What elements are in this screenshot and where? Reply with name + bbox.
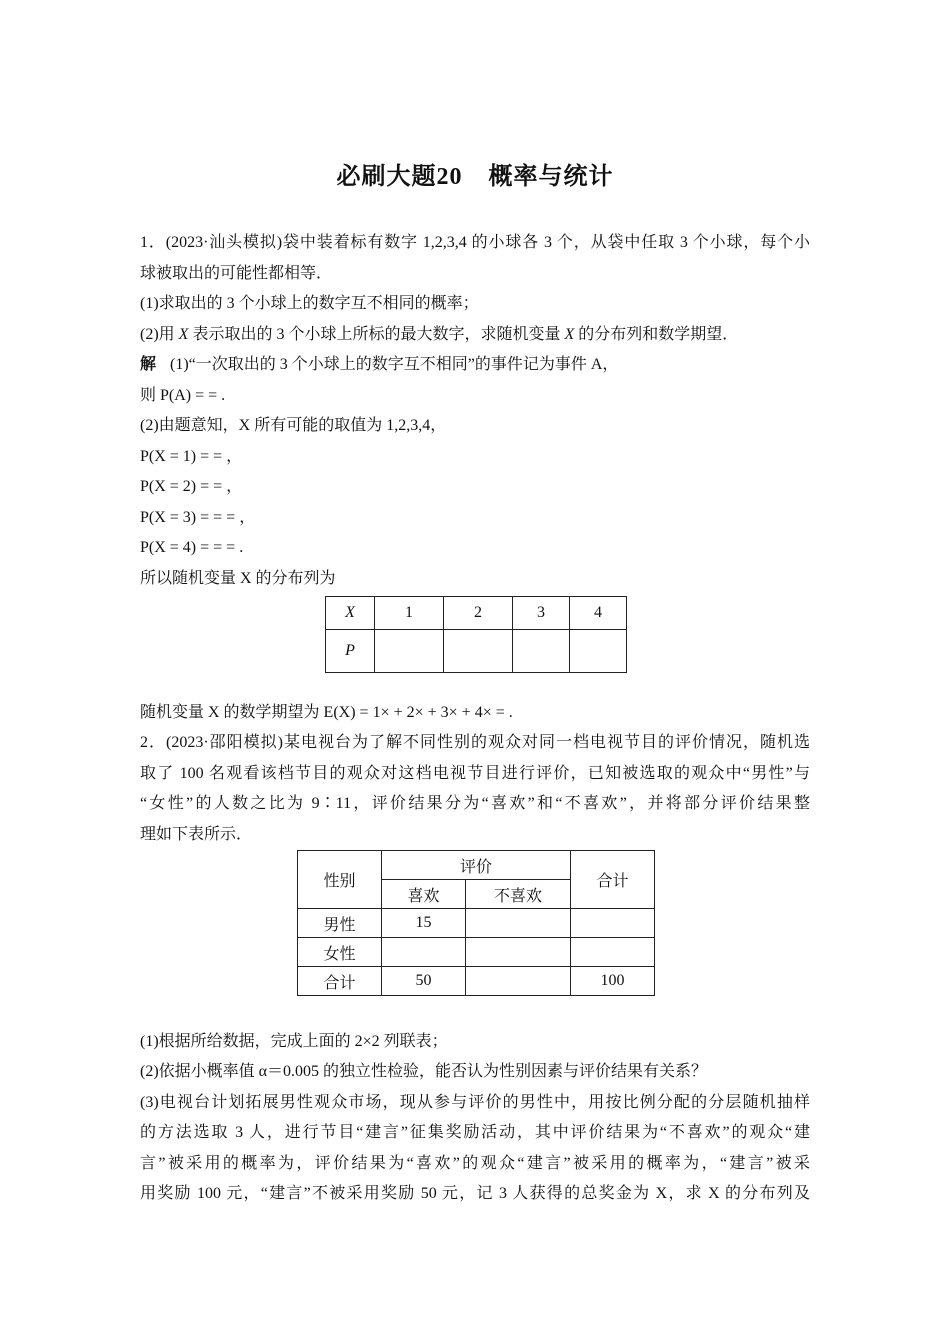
q1-part-2: (2)用 X 表示取出的 3 个小球上所标的最大数字，求随机变量 X 的分布列和数学期望． xyxy=(140,326,739,343)
q1-px1: P(X = 1) = = ， xyxy=(140,448,243,465)
table-cell: 15 xyxy=(382,909,466,938)
table-row xyxy=(298,909,655,938)
q2-part-3-line-1: (3)电视台计划拓展男性观众市场，现从参与评价的男性中，用按比例分配的分层随机抽样 xyxy=(140,1094,810,1111)
table-cell xyxy=(513,630,570,673)
table-header: 合计 xyxy=(571,851,655,909)
table-header: 不喜欢 xyxy=(466,880,571,909)
title-main: 必刷大题20 xyxy=(336,164,463,190)
q1-px4: P(X = 4) = = = . xyxy=(140,539,244,556)
table-cell: 4 xyxy=(570,597,627,630)
q1-part-1: (1)求取出的 3 个小球上的数字互不相同的概率； xyxy=(140,295,479,312)
table-cell: 男性 xyxy=(298,909,382,938)
table-cell: 女性 xyxy=(298,938,382,967)
page-title xyxy=(0,156,950,191)
q1-solution-2: (2)由题意知，X 所有可能的取值为 1,2,3,4， xyxy=(140,417,447,434)
table-cell xyxy=(571,909,655,938)
q2-part-2: (2)依据小概率值 α＝0.005 的独立性检验，能否认为性别因素与评价结果有关系？ xyxy=(140,1063,708,1080)
table-cell xyxy=(570,630,627,673)
q1-px2: P(X = 2) = = ， xyxy=(140,478,243,495)
table-row xyxy=(298,938,655,967)
table-cell: X xyxy=(326,597,375,630)
table-cell xyxy=(466,909,571,938)
q1-stem-line-2: 球被取出的可能性都相等． xyxy=(140,265,333,282)
q2-part-3-line-2: 的方法选取 3 人，进行节目“建言”征集奖励活动，其中评价结果为“不喜欢”的观众“建 xyxy=(140,1124,810,1141)
table-cell xyxy=(466,938,571,967)
q1-solution-1b: 则 P(A) = = . xyxy=(140,387,226,404)
table-cell xyxy=(571,938,655,967)
table-header: 性别 xyxy=(298,851,382,909)
table-header: 评价 xyxy=(382,851,571,880)
q1-stem-line-1: 1．(2023·汕头模拟)袋中装着标有数字 1,2,3,4 的小球各 3 个，从袋中任取 3 个小球，每个小 xyxy=(140,234,810,251)
title-sub: 概率与统计 xyxy=(488,164,614,190)
q2-stem-line-3: “女性”的人数之比为 9∶11，评价结果分为“喜欢”和“不喜欢”，并将部分评价结果整 xyxy=(140,795,810,812)
solution-label: 解 xyxy=(140,356,157,373)
q1-distribution-intro: 所以随机变量 X 的分布列为 xyxy=(140,570,336,587)
q1-px3: P(X = 3) = = = ， xyxy=(140,509,256,526)
q1-solution-1: 解 (1)“一次取出的 3 个小球上的数字互不相同”的事件记为事件 A， xyxy=(140,356,619,373)
table-cell xyxy=(375,630,444,673)
table-cell: 合计 xyxy=(298,967,382,996)
distribution-table xyxy=(325,596,627,673)
q2-part-1: (1)根据所给数据，完成上面的 2×2 列联表； xyxy=(140,1033,448,1050)
table-cell xyxy=(444,630,513,673)
table-cell: 1 xyxy=(375,597,444,630)
table-cell: 3 xyxy=(513,597,570,630)
q2-stem-line-4: 理如下表所示． xyxy=(140,826,253,843)
table-row xyxy=(298,967,655,996)
table-cell xyxy=(466,967,571,996)
table-cell: 100 xyxy=(571,967,655,996)
q1-expectation: 随机变量 X 的数学期望为 E(X) = 1× + 2× + 3× + 4× = . xyxy=(140,704,513,721)
contingency-table xyxy=(297,850,655,996)
table-cell: 2 xyxy=(444,597,513,630)
q2-stem-line-1: 2．(2023·邵阳模拟)某电视台为了解不同性别的观众对同一档电视节目的评价情况，随机选 xyxy=(140,734,810,751)
table-cell: P xyxy=(326,630,375,673)
table-cell: 50 xyxy=(382,967,466,996)
table-cell xyxy=(382,938,466,967)
table-header: 喜欢 xyxy=(382,880,466,909)
q2-part-3-line-4: 用奖励 100 元，“建言”不被采用奖励 50 元，记 3 人获得的总奖金为 X，求 X 的分布列及 xyxy=(140,1185,810,1202)
q2-part-3-line-3: 言”被采用的概率为，评价结果为“喜欢”的观众“建言”被采用的概率为，“建言”被采 xyxy=(140,1155,810,1172)
q2-stem-line-2: 取了 100 名观看该档节目的观众对这档电视节目进行评价，已知被选取的观众中“男性”与 xyxy=(140,765,810,782)
